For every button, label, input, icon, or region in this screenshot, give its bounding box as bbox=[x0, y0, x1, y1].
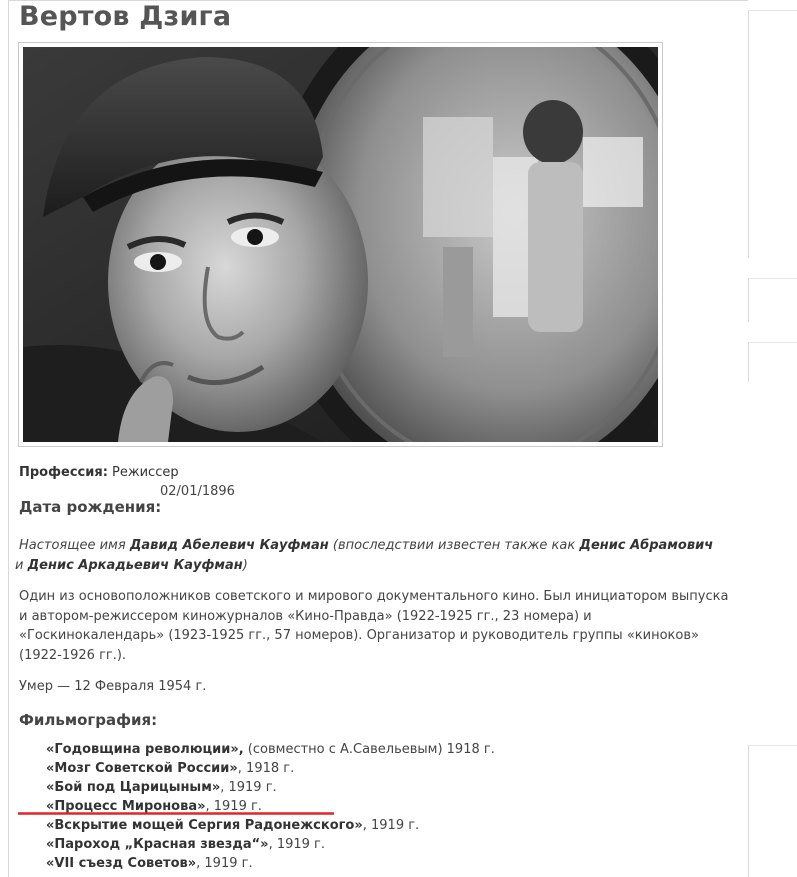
real-name-conj: и bbox=[15, 557, 28, 573]
real-name-middle: (впоследствии известен также как bbox=[328, 538, 580, 553]
film-item bbox=[46, 759, 495, 778]
sidebar-divider bbox=[748, 745, 749, 877]
film-note: , 1919 г. bbox=[220, 780, 277, 795]
profession-value: Режиссер bbox=[112, 465, 179, 480]
film-title: «Бой под Царицыным» bbox=[46, 780, 221, 795]
film-item bbox=[46, 740, 495, 759]
alias-second: Денис Аркадьевич Кауфман bbox=[27, 557, 243, 573]
film-note: , 1919 г. bbox=[196, 856, 253, 871]
profession-line bbox=[19, 463, 179, 482]
film-title: «Процесс Миронова» bbox=[46, 799, 206, 814]
film-item bbox=[46, 778, 495, 797]
page-title: Вертов Дзига bbox=[19, 1, 232, 32]
real-name: Давид Абелевич Кауфман bbox=[129, 538, 329, 553]
film-title: «Вскрытие мощей Сергия Радонежского» bbox=[46, 818, 363, 833]
sidebar-edge bbox=[748, 278, 797, 279]
sidebar-edge bbox=[748, 10, 797, 11]
red-underline-annotation bbox=[18, 812, 334, 815]
real-name-prefix: Настоящее имя bbox=[19, 538, 130, 553]
film-title: «VII съезд Советов» bbox=[46, 856, 197, 871]
sidebar-divider bbox=[748, 10, 749, 258]
sidebar-edge bbox=[748, 342, 797, 343]
sidebar-divider bbox=[748, 278, 749, 322]
filmography-list bbox=[46, 740, 495, 873]
sidebar-divider bbox=[748, 342, 749, 382]
portrait-image bbox=[23, 47, 658, 442]
profession-label: Профессия: bbox=[19, 465, 108, 480]
film-item bbox=[46, 835, 495, 854]
film-note: , 1918 г. bbox=[237, 761, 295, 776]
person-photo[interactable] bbox=[18, 42, 663, 447]
film-note: , 1919 г. bbox=[268, 837, 326, 852]
filmography-heading: Фильмография: bbox=[19, 711, 158, 729]
film-item bbox=[46, 816, 495, 835]
film-item bbox=[46, 854, 495, 873]
sidebar-edge bbox=[748, 745, 797, 746]
real-name-suffix: ) bbox=[242, 557, 248, 573]
content-left-border bbox=[8, 0, 9, 877]
film-title: «Годовщина революции», bbox=[46, 742, 244, 757]
birth-date: 02/01/1896 bbox=[160, 484, 235, 499]
film-note: , 1919 г. bbox=[362, 818, 420, 833]
alias-first: Денис Абрамович bbox=[579, 538, 714, 553]
birth-date-label: Дата рождения: bbox=[19, 498, 162, 516]
film-note: , 1919 г. bbox=[205, 799, 262, 814]
film-title: «Пароход „Красная звезда“» bbox=[46, 837, 269, 852]
death-date: Умер — 12 Февраля 1954 г. bbox=[19, 679, 207, 694]
film-note: (совместно с А.Савельевым) 1918 г. bbox=[243, 742, 495, 757]
biography-text: Один из основоположников советского и мирового документального кино. Был инициатором выпуска и автором-режиссером киножурналов «Кино-Правда» (1922-1925 гг., 23 номера) и «Госкинокалендарь» (1923-1925 гг., 57 номеров). Организатор и руководитель группы «киноков» (1922-1926 гг.). bbox=[19, 589, 729, 663]
film-title: «Мозг Советской России» bbox=[46, 761, 238, 776]
real-name-paragraph bbox=[15, 536, 729, 575]
